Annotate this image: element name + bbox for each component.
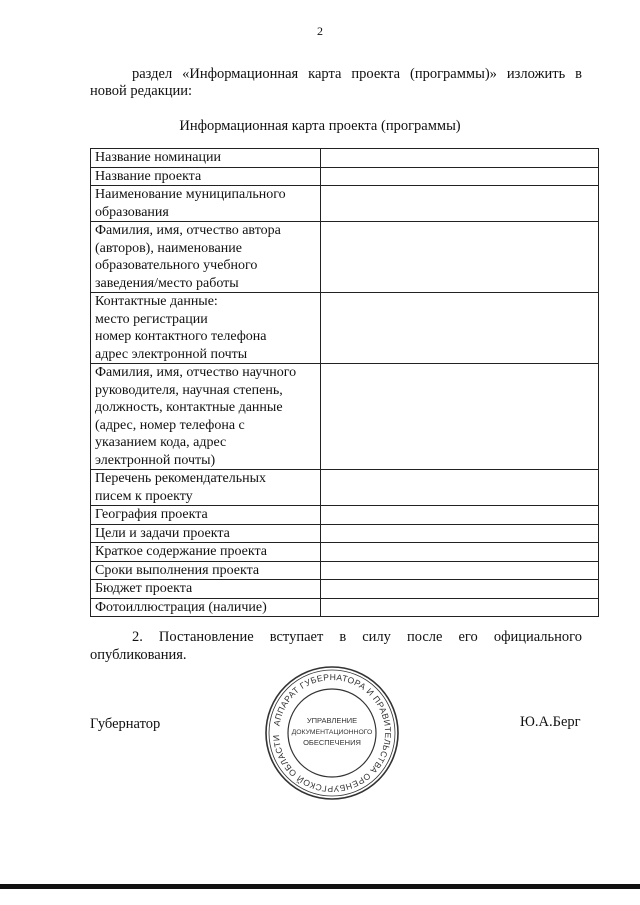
table-row <box>91 580 599 599</box>
stamp-center-line-1: УПРАВЛЕНИЕ <box>306 716 358 725</box>
clause-paragraph: 2. Постановление вступает в силу после его официального опубликования. <box>90 629 582 663</box>
table-row <box>91 293 599 364</box>
page-number: 2 <box>317 24 323 38</box>
row-label: Фамилия, имя, отчество автора (авторов), наименование образовательного учебного заведения/место работы <box>91 222 321 293</box>
row-value <box>320 580 598 599</box>
row-label: Фамилия, имя, отчество научного руководителя, научная степень, должность, контактные данные (адрес, номер телефона с указанием кода, адрес электронной почты) <box>91 364 321 470</box>
row-label: Название проекта <box>91 167 321 186</box>
row-label: География проекта <box>91 506 321 525</box>
row-label: Перечень рекомендательных писем к проекту <box>91 470 321 506</box>
stamp-center-line-3: ОБЕСПЕЧЕНИЯ <box>303 738 361 747</box>
signatory-name: Ю.А.Берг <box>520 714 581 730</box>
row-value <box>320 561 598 580</box>
row-value <box>320 506 598 525</box>
table-row <box>91 149 599 168</box>
row-label: Наименование муниципального образования <box>91 186 321 222</box>
table-row <box>91 561 599 580</box>
row-value <box>320 293 598 364</box>
row-value <box>320 543 598 562</box>
table-row <box>91 506 599 525</box>
table-row <box>91 222 599 293</box>
row-value <box>320 167 598 186</box>
row-label: Фотоиллюстрация (наличие) <box>91 598 321 617</box>
row-label: Сроки выполнения проекта <box>91 561 321 580</box>
table-row <box>91 543 599 562</box>
intro-paragraph: раздел «Информационная карта проекта (программы)» изложить в новой редакции: <box>90 66 582 99</box>
row-label: Краткое содержание проекта <box>91 543 321 562</box>
table-row <box>91 364 599 470</box>
row-value <box>320 186 598 222</box>
row-label: Бюджет проекта <box>91 580 321 599</box>
row-value <box>320 470 598 506</box>
row-value <box>320 364 598 470</box>
row-label: Контактные данные: место регистрации номер контактного телефона адрес электронной почты <box>91 293 321 364</box>
row-value <box>320 598 598 617</box>
official-stamp <box>264 665 400 801</box>
row-label: Цели и задачи проекта <box>91 524 321 543</box>
table-row <box>91 524 599 543</box>
bottom-border <box>0 884 640 889</box>
table-row <box>91 186 599 222</box>
row-label: Название номинации <box>91 149 321 168</box>
row-value <box>320 222 598 293</box>
table-row <box>91 167 599 186</box>
table-title: Информационная карта проекта (программы) <box>179 118 461 134</box>
row-value <box>320 149 598 168</box>
table-row <box>91 470 599 506</box>
information-card-table <box>90 148 599 617</box>
stamp-ring-text: АППАРАТ ГУБЕРНАТОРА И ПРАВИТЕЛЬСТВА ОРЕНБУРГСКОЙ ОБЛАСТИ <box>270 671 394 795</box>
table-row <box>91 598 599 617</box>
signatory-title: Губернатор <box>90 716 161 732</box>
row-value <box>320 524 598 543</box>
stamp-center-line-2: ДОКУМЕНТАЦИОННОГО <box>291 729 373 736</box>
